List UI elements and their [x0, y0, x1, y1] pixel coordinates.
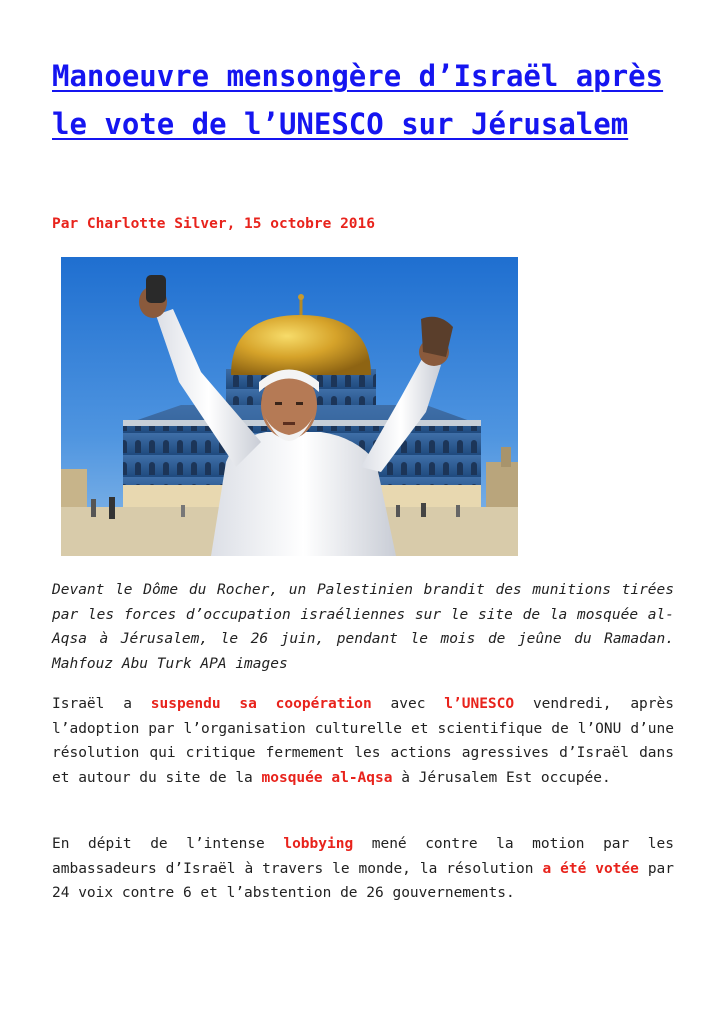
paragraph-2: [52, 832, 674, 906]
article-title[interactable]: Manoeuvre mensongère d’Israël après le vote de l’UNESCO sur Jérusalem: [52, 59, 664, 141]
paragraph-text: à Jérusalem Est occupée.: [392, 769, 611, 786]
link-a-ete-votee[interactable]: a été votée: [542, 860, 639, 877]
paragraph-text: par 24 voix contre 6 et l’abstention de 26 gouvernements.: [52, 860, 675, 901]
paragraph-text: vendredi, après l’adoption par l’organisation culturelle et scientifique de l’ONU d’une résolution qui critique fermement les actions agressives d’Israël dans et autour du site de la: [52, 696, 674, 786]
link-unesco[interactable]: l’UNESCO: [444, 696, 515, 712]
photo-caption: Devant le Dôme du Rocher, un Palestinien brandit des munitions tirées par les forces d’occupation israéliennes sur le site de la mosquée al-Aqsa à Jérusalem, le 26 juin, pendant le mois de jeûne du Ramadan. Mahfouz Abu Turk APA images: [52, 582, 674, 672]
link-lobbying[interactable]: lobbying: [283, 836, 354, 852]
paragraph-1: [52, 692, 674, 790]
link-suspendu-cooperation[interactable]: suspendu sa coopération: [150, 696, 372, 712]
article-byline: Par Charlotte Silver, 15 octobre 2016: [52, 216, 376, 232]
dome-of-the-rock-photo: [61, 257, 518, 556]
link-mosquee-al-aqsa[interactable]: mosquée al-Aqsa: [261, 769, 393, 786]
paragraph-text: mené contre la motion par les ambassadeurs d’Israël à travers le monde, la résolution: [52, 836, 674, 877]
paragraph-text: Israël a: [52, 696, 151, 712]
paragraph-text: En dépit de l’intense: [52, 836, 284, 852]
paragraph-text: avec: [371, 696, 445, 712]
article-photo: [61, 257, 518, 556]
